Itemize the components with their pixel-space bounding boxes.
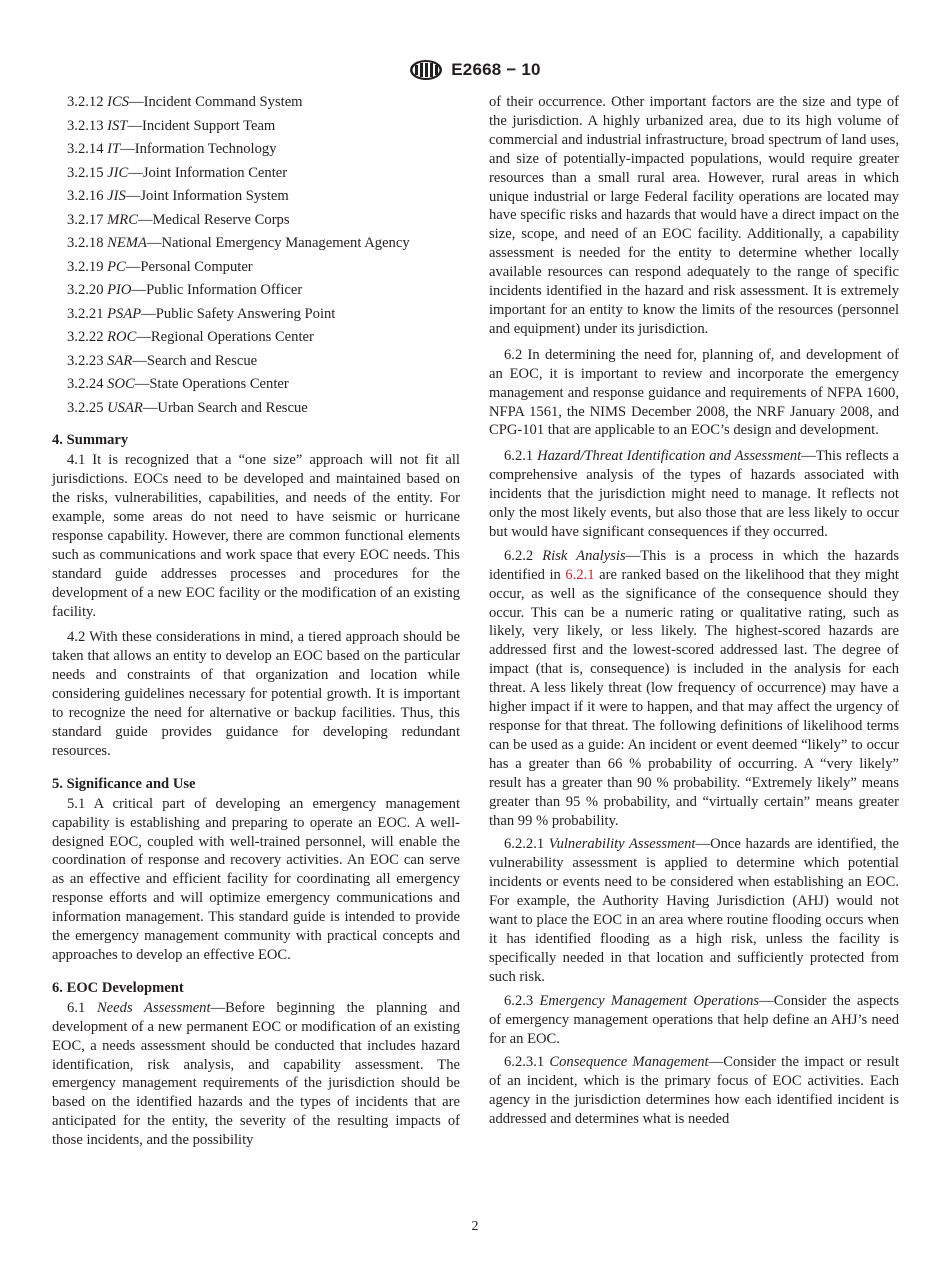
definition-item (67, 281, 460, 300)
paragraph-6-2-2 (489, 547, 899, 831)
paragraph-4-1: 4.1 It is recognized that a “one size” approach will not fit all jurisdictions. EOCs need to be developed and maintained based on the risks, vulnerabilities, capabilities, and needs of the entity. For example, some areas do not need to have seismic or hurricane response capability. However, there are common functional elements such as communications and work space that every EOC needs. This standard guide addresses processes and procedures for the development of a new EOC facility or the modification of an existing facility. (52, 452, 460, 620)
definition-item (67, 117, 460, 136)
definition-description: —Incident Support Team (127, 117, 276, 134)
definition-term: IST (107, 117, 128, 134)
definition-description: —Information Technology (120, 141, 277, 157)
definition-description: —Joint Information Center (128, 164, 288, 181)
definition-item (67, 211, 460, 230)
definition-number: 3.2.16 (67, 188, 104, 204)
definition-term: IT (107, 141, 121, 157)
paragraph-6-2-3 (489, 992, 899, 1049)
definition-item (67, 305, 460, 324)
section-heading-significance: 5. Significance and Use (52, 775, 196, 792)
definition-term: MRC (107, 211, 138, 228)
definition-term: PC (107, 258, 126, 275)
definition-item (67, 140, 460, 159)
definition-item (67, 93, 460, 112)
definition-number: 3.2.24 (67, 376, 104, 392)
definition-item (67, 399, 460, 418)
section-heading-eoc-development: 6. EOC Development (52, 979, 184, 996)
astm-logo-icon (409, 59, 443, 81)
paragraph-6-2-2-1 (489, 835, 899, 986)
definition-description: —Search and Rescue (132, 352, 258, 369)
definition-number: 3.2.25 (67, 399, 104, 416)
definition-item (67, 258, 460, 277)
definition-term: JIS (107, 188, 126, 204)
paragraph-6-2-1 (489, 447, 899, 542)
paragraph-number: 6.2.3 (504, 992, 540, 1009)
paragraph-body: —This reflects a comprehensive analysis of the types of hazards associated with incidents that the jurisdiction might need to manage. It reflects not only the most likely events, but also those that are less likely to occur but would have significant consequences if they occurred. (489, 448, 899, 540)
paragraph-number: 6.2.2.1 (504, 836, 549, 853)
paragraph-number: 6.2.1 (504, 448, 538, 465)
definition-term: SOC (107, 376, 135, 392)
paragraph-body: —Before beginning the planning and development of a new permanent EOC or modification of an existing EOC, a needs assessment should be conducted that includes hazard identification, risk analysis, and capability assessment. The emergency management requirements of the jurisdiction should be based on the identified hazards and the types of incidents that are anticipated for the entity, the severity of the resulting impacts of those incidents, and the possibility (52, 999, 461, 1149)
cross-reference-link[interactable]: 6.2.1 (565, 566, 595, 583)
definition-description: —Personal Computer (125, 258, 253, 275)
definition-number: 3.2.19 (67, 258, 104, 275)
paragraph-6-1-continued: of their occurrence. Other important factors are the size and type of the jurisdiction. A highly urbanized area, due to its high volume of commercial and industrial infrastructure, broad spectrum of land uses, and size of potentially-impacted populations, would require greater resources than a small rural area. However, rural areas in which unique industrial or large Federal facility operations are located may have specific risks and hazards that would have a direct impact on the size, scope, and need of an EOC facility. Additionally, a capability assessment is needed for the entity to determine whether locally available resources can respond adequately to the range of specific incidents identified in the hazard and risk assessment. It is extremely important for an entity to know the limits of the resources (personnel and equipment) under its jurisdiction. (489, 94, 899, 337)
paragraph-number: 6.2.3.1 (504, 1054, 550, 1071)
definition-term: PSAP (107, 305, 142, 322)
paragraph-6-2-3-1 (489, 1053, 899, 1129)
definition-description: —Incident Command System (129, 94, 303, 110)
definition-term: ICS (107, 94, 130, 110)
paragraph-body: —Consider the aspects of emergency management operations that help define an AHJ’s need for an EOC. (489, 992, 899, 1047)
paragraph-6-1 (52, 999, 460, 1150)
paragraph-title: Needs Assessment (96, 999, 211, 1016)
definition-description: —Regional Operations Center (136, 329, 314, 345)
definition-term: SAR (107, 352, 133, 369)
paragraph-title: Emergency Management Operations (539, 992, 760, 1009)
definition-number: 3.2.18 (67, 235, 104, 251)
definitions-list (52, 93, 460, 417)
definition-item (67, 234, 460, 253)
left-column (52, 93, 460, 1157)
definition-description: —Public Information Officer (131, 282, 303, 298)
definition-item (67, 187, 460, 206)
paragraph-body: —This is a process in which the hazards identified in (489, 547, 899, 583)
definition-description: —Public Safety Answering Point (141, 305, 336, 322)
definition-number: 3.2.15 (67, 164, 104, 181)
paragraph-6-2: 6.2 In determining the need for, planning of, and development of an EOC, it is important to review and incorporate the emergency management and response guidance and requirements of NFPA 1600, NFPA 1561, the NIMS December 2008, the NRF January 2008, and CPG-101 that are applicable to an EOC’s design and development. (489, 346, 899, 439)
paragraph-4-2: 4.2 With these considerations in mind, a tiered approach should be taken that allows an entity to develop an EOC based on the particular needs and constraints of that organization and location while considering guidelines necessary for potential growth. It is important to recognize the need for alternative or backup facilities. Thus, this standard guide provides guidance for developing redundant resources. (52, 629, 460, 759)
definition-item (67, 352, 460, 371)
definition-term: ROC (107, 329, 137, 345)
page-header (0, 58, 950, 82)
definition-description: —Urban Search and Rescue (142, 399, 308, 416)
right-column (489, 93, 899, 1134)
paragraph-5-1: 5.1 A critical part of developing an emergency management capability is establishing and preparing to operate an EOC. A well-designed EOC, coupled with well-trained personnel, will enable the coordination of response and recovery activities. An EOC can serve as an effective and efficient facility for coordinating all emergency response efforts and will optimize emergency communications and information management. This standard guide is intended to provide the emergency management community with practical concepts and approaches to develop an effective EOC. (52, 795, 460, 963)
definition-term: PIO (107, 282, 132, 298)
definition-description: —National Emergency Management Agency (146, 235, 410, 251)
definition-term: JIC (107, 164, 129, 181)
paragraph-number: 6.1 (67, 999, 97, 1016)
definition-number: 3.2.14 (67, 141, 104, 157)
paragraph-title: Hazard/Threat Identification and Assessment (537, 448, 802, 465)
definition-description: —Medical Reserve Corps (137, 211, 290, 228)
definition-number: 3.2.21 (67, 305, 104, 322)
definition-item (67, 375, 460, 394)
definition-number: 3.2.17 (67, 211, 104, 228)
section-heading-summary: 4. Summary (52, 432, 129, 449)
paragraph-title: Consequence Management (549, 1054, 709, 1071)
paragraph-title: Risk Analysis (542, 547, 626, 564)
paragraph-title: Vulnerability Assessment (548, 836, 696, 853)
paragraph-number: 6.2.2 (504, 547, 543, 564)
paragraph-body: are ranked based on the likelihood that they might occur, as well as the significance of the consequence should they occur. This can be a numeric rating or qualitative rating, such as likely, very likely, or less likely. The highest-scored hazards are addressed first and the lowest-scored addressed last. The degree of impact (that is, consequence) is included in the analysis for each threat. A less likely threat (low frequency of occurrence) may have a higher impact if it were to happen, and that may affect the urgency of response for that threat. The following definitions of likelihood terms can be used as a guide: An incident or event deemed “likely” to occur has a greater than 66 % probability of occurring. A “very likely” result has a greater than 90 % probability. “Extremely likely” means greater than 95 % probability, and “virtually certain” means greater than 99 % probability. (489, 566, 899, 829)
definition-number: 3.2.23 (67, 352, 104, 369)
definition-term: NEMA (107, 235, 147, 251)
definition-term: USAR (107, 399, 143, 416)
page-number: 2 (471, 1219, 479, 1234)
definition-number: 3.2.12 (67, 94, 104, 110)
paragraph-body: —Once hazards are identified, the vulnerability assessment is applied to determine which potential incidents or events need to be considered when establishing an EOC. For example, the Authority Having Jurisdiction (AHJ) would not want to place the EOC in an area where routine flooding occurs when it has identified flooding as a high risk, unless the facility is specifically needed in that location and sufficiently protected from such risk. (489, 836, 899, 985)
definition-item (67, 328, 460, 347)
definition-description: —Joint Information System (125, 188, 289, 204)
definition-number: 3.2.13 (67, 117, 104, 134)
definition-number: 3.2.22 (67, 329, 104, 345)
definition-item (67, 164, 460, 183)
definition-description: —State Operations Center (134, 376, 289, 392)
definition-number: 3.2.20 (67, 282, 104, 298)
paragraph-body: —Consider the impact or result of an incident, which is the primary focus of EOC activities. Each agency in the jurisdiction determines how each identified incident is addressed and determines what is needed (489, 1054, 899, 1128)
standard-designation: E2668 − 10 (451, 60, 541, 79)
